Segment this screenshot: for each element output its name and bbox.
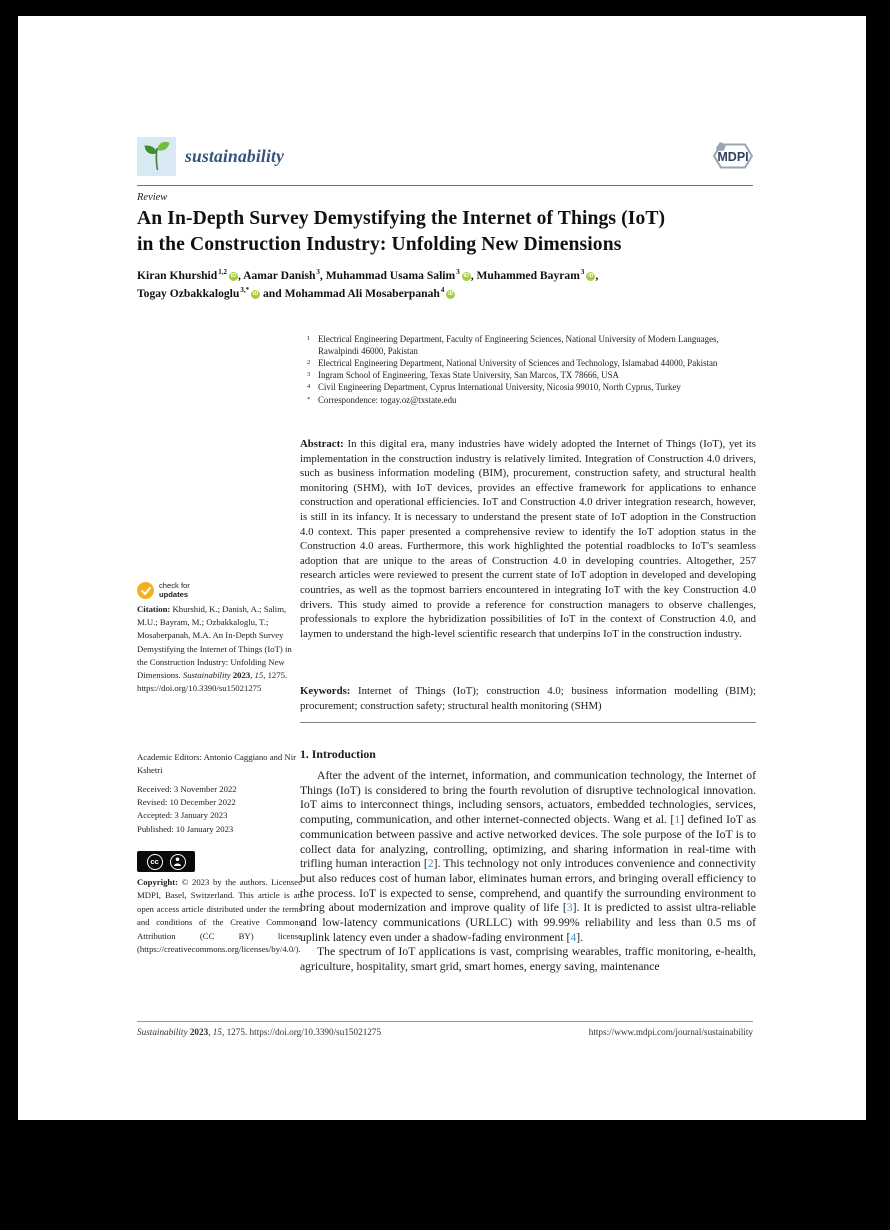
academic-editors: Academic Editors: Antonio Caggiano and Nir Kshetri: [137, 752, 296, 776]
date-row: Received: 3 November 2022: [137, 784, 237, 794]
check-updates-text: check for updates: [159, 581, 190, 599]
author-name: Togay Ozbakkaloglu: [137, 287, 240, 301]
keywords-text: Internet of Things (IoT); construction 4.0; business information modelling (BIM); procurement; construction safety; structural health monitoring (SHM): [300, 685, 757, 712]
author-name: Aamar Danish: [243, 268, 316, 282]
affiliation-number: 3: [307, 371, 311, 379]
svg-text:MDPI: MDPI: [717, 150, 749, 164]
check-icon: [137, 582, 154, 599]
sustainability-plant-icon: [137, 137, 176, 176]
footer-journal-url[interactable]: https://www.mdpi.com/journal/sustainability: [588, 1027, 753, 1037]
orcid-icon[interactable]: iD: [588, 272, 594, 279]
keywords-divider: [300, 722, 756, 723]
author-name: Kiran Khurshid: [137, 268, 218, 282]
citation-link[interactable]: 4: [570, 930, 577, 944]
affiliation-text: Electrical Engineering Department, Faculty of Engineering Sciences, National University of Modern Languages, Rawalpindi 46000, Pakistan: [318, 334, 719, 356]
affiliation-item: [300, 395, 755, 407]
author-name: Muhammed Bayram: [476, 268, 580, 282]
date-row: Revised: 10 December 2022: [137, 797, 236, 808]
mdpi-logo[interactable]: [705, 140, 753, 172]
affiliation-text: Civil Engineering Department, Cyprus International University, Nicosia 99010, North Cyprus, Turkey: [318, 382, 681, 393]
citation-link[interactable]: 1: [674, 813, 681, 827]
author-name: Muhammad Usama Salim: [325, 268, 456, 282]
affiliation-item: [300, 358, 755, 370]
page-footer: [137, 1027, 753, 1037]
keywords: [300, 684, 756, 713]
author-affiliation-ref: 3: [456, 268, 460, 276]
abstract-label: Abstract:: [300, 438, 344, 450]
header-divider: [137, 185, 753, 186]
affiliation-number: 2: [307, 358, 311, 366]
citation-label: Citation:: [137, 604, 171, 614]
authors-line: Kiran Khurshid$^{1,2}$ iD , Aamar Danish$^3$, Muhammad Usama Salim$^3$ iD , Muhammed Bayram$^3$ iD , Togay Ozbakkaloglu$^{3,*}$ iD and Mohammad Ali Mosaberpanah$^4$ iD: [137, 268, 599, 301]
journal-brand-link[interactable]: [137, 137, 284, 176]
author-affiliation-ref: 1,2: [218, 268, 227, 276]
introduction-section: [300, 747, 756, 975]
section-heading: 1. Introduction: [300, 747, 376, 761]
orcid-icon[interactable]: iD: [448, 291, 454, 298]
date-row: Published: 10 January 2023: [137, 823, 234, 834]
article-type-label: Review: [137, 192, 168, 203]
affiliation-number: 4: [307, 383, 311, 391]
affiliation-item: [300, 382, 755, 394]
document-page: [18, 16, 866, 1120]
intro-paragraph-2: The spectrum of IoT applications is vast, comprising wearables, traffic monitoring, e-health, agriculture, hospitality, smart grid, smart homes, energy saving, maintenance: [300, 945, 756, 974]
affiliation-item: [300, 334, 755, 357]
date-row: Accepted: 3 January 2023: [137, 810, 228, 821]
author-affiliation-ref: 4: [440, 286, 445, 295]
journal-header: [137, 132, 753, 180]
orcid-icon[interactable]: iD: [463, 272, 469, 279]
journal-name: sustainability: [185, 145, 285, 166]
citation-text: Khurshid, K.; Danish, A.; Salim, M.U.; Bayram, M.; Ozbakkaloglu, T.; Mosaberpanah, M.A. An In-Depth Survey Demystifying the Internet of Things (IoT) in the Construction Industry: Unfolding New Dimensions. Sustainability 2023, 15, 1275. https://doi.org/10.3390/su15021275: [137, 604, 292, 694]
article-title: An In-Depth Survey Demystifying the Internet of Things (IoT) in the Construction Industry: Unfolding New Dimensions: [137, 208, 666, 255]
copyright-text: © 2023 by the authors. Licensee MDPI, Basel, Switzerland. This article is an open access article distributed under the terms and conditions of the Creative Commons Attribution (CC BY) license (https://creativecommons.org/licenses/by/4.0/).: [137, 877, 302, 955]
cc-icon: cc: [147, 854, 163, 870]
author-affiliation-ref: 3: [580, 268, 585, 276]
abstract-text: In this digital era, many industries have widely adopted the Internet of Things (IoT), yet its implementation in the construction industry is relatively limited. Integration of Construction 4.0 drivers, such as business information modeling (BIM), procurement, construction safety, and structural health monitoring (SHM), with IoT devices, provides an effective framework for applications to enhance construction and operational efficiencies. IoT and Construction 4.0 driver integration research, however, is still in its infancy. It is necessary to understand the present state of IoT adoption in the Construction 4.0 context. This paper presented a comprehensive review to identify the IoT adoption status in the Construction 4.0 areas. Furthermore, this work highlighted the potential roadblocks to IoT's seamless adoption that are unique to the areas of Construction 4.0 in developing countries. Altogether, 257 research articles were reviewed to present the current state of IoT adoption in developed and developing countries, as well as the topmost barriers encountered in integrating IoT with the key Construction 4.0 drivers. This study aimed to provide a reference for construction managers to observe challenges, professionals to explore the hybridization possibilities of IoT in the context of Construction 4.0, and laymen to understand the high-level scientific research that underpins IoT in the construction industry.: [300, 438, 757, 640]
footer-citation[interactable]: Sustainability 2023, 15, 1275. https://doi.org/10.3390/su15021275: [137, 1027, 382, 1037]
cc-by-license-badge[interactable]: [137, 851, 195, 872]
check-for-updates-badge[interactable]: [137, 582, 190, 599]
affiliation-text: Correspondence: togay.oz@txstate.edu: [318, 394, 457, 405]
abstract: [300, 437, 756, 641]
copyright-label: Copyright:: [137, 877, 179, 887]
copyright-block: [137, 876, 302, 956]
cc-by-person-icon: [170, 854, 186, 870]
author-name: Mohammad Ali Mosaberpanah: [284, 287, 440, 301]
keywords-label: Keywords:: [300, 685, 351, 697]
citation-link[interactable]: 2: [427, 857, 434, 871]
article-dates: [137, 783, 302, 836]
orcid-icon[interactable]: iD: [230, 272, 237, 279]
orcid-icon[interactable]: iD: [252, 291, 259, 298]
affiliations-list: [300, 334, 755, 407]
footer-divider: [137, 1021, 753, 1022]
affiliation-text: Electrical Engineering Department, National University of Sciences and Technology, Islamabad 44000, Pakistan: [318, 357, 718, 368]
author-affiliation-ref: 3: [316, 268, 320, 276]
citation-link[interactable]: 3: [566, 901, 573, 915]
affiliation-number: *: [307, 395, 311, 403]
affiliation-text: Ingram School of Engineering, Texas State University, San Marcos, TX 78666, USA: [318, 370, 619, 381]
intro-paragraph-1: After the advent of the internet, information, and communication technology, the Internet of Things (IoT) is considered to bring the fourth revolution of disruptive technological innovation. IoT aims to interconnect things, including sensors, actuators, embedded technologies, services, computing, communication, and other internet-connected objects. Wang et al. [1] defined IoT as communication between passive and active networked devices. The sole purpose of the IoT is to collect data for analyzing, controlling, optimizing, and sharing information in real-time with trifling human interaction [2]. This technology not only introduces convenience and connectivity but also reduces cost of human labor, eliminates human errors, and bringing overall efficiency to the process. IoT is expected to sense, comprehend, and quantify the surrounding environment to bring about modernization and improve quality of life [3]. It is predicted to assist ultra-reliable and low-latency communications (URLLC) with 99.99% reliability and less than 0.5 ms of uplink latency even under a shadow-fading environment [4].: [300, 769, 756, 944]
citation-block: [137, 603, 302, 695]
author-affiliation-ref: 3,*: [240, 286, 250, 295]
affiliation-number: 1: [307, 335, 311, 342]
affiliation-item: [300, 370, 755, 382]
